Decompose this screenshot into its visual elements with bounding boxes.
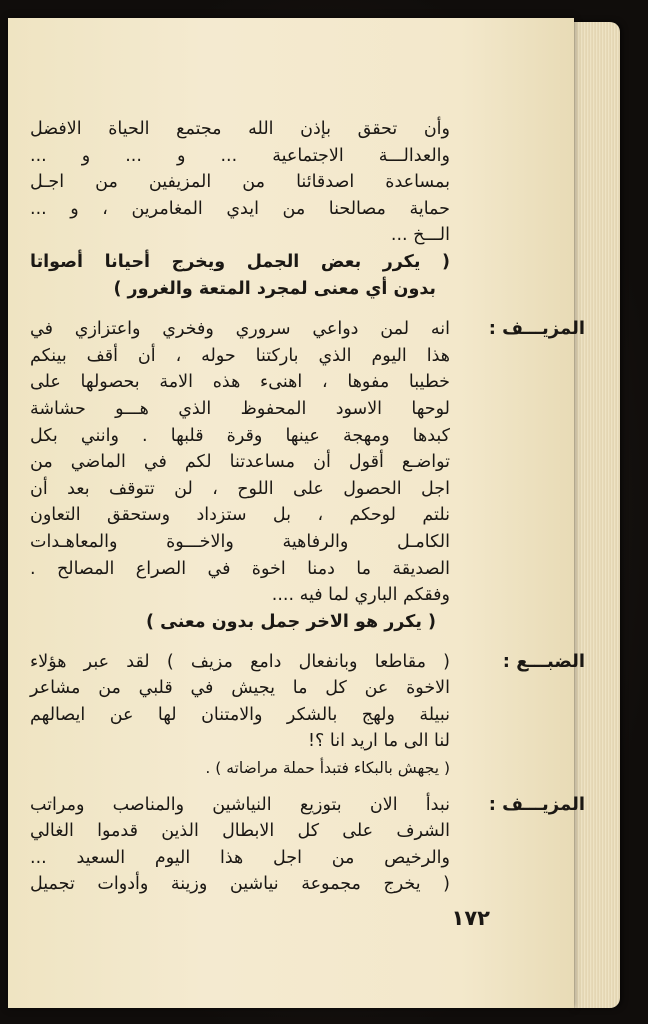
speech-line: لنا الى ما اريد انا ؟! <box>308 731 450 752</box>
speech-line: الاخوة عن كل ما يجيش في قلبي من مشاعر <box>30 678 450 699</box>
page-text <box>30 116 585 898</box>
speech-block-3 <box>30 792 585 898</box>
speech-line: والرخيص من اجل هذا اليوم السعيد ... <box>30 847 450 868</box>
speech-line: انه لمن دواعي سروري وفخري واعتزازي في <box>30 319 450 340</box>
speaker-name: الضبـــع : <box>502 650 585 672</box>
page-edges <box>572 22 620 1008</box>
text-line: حماية مصالحنا من ايدي المغامرين ، و ... <box>30 198 450 219</box>
text-line: الـــخ ... <box>390 225 450 246</box>
speech-line: الشرف على كل الابطال الذين قدموا الغالي <box>30 821 450 842</box>
speech-line: لوحها الاسود المحفوظ الذي هـــو حشاشة <box>30 398 450 419</box>
speech-line: وفقكم الباري لما فيه .... <box>271 585 450 606</box>
stage-inline: ( يجهش بالبكاء فتبدأ حملة مراضاته ) . <box>205 759 450 778</box>
stage-line: ( يكرر بعض الجمل ويخرج أحيانا أصواتا <box>30 251 450 272</box>
text-line: وأن تحقق بإذن الله مجتمع الحياة الافضل <box>30 119 450 139</box>
speech-line: ( يخرج مجموعة نياشين وزينة وأدوات تجميل <box>30 874 450 895</box>
speech-line: تواضـع أقول أن مساعدتنا لكم في الماضي من <box>30 452 450 473</box>
speech-line: هذا اليوم الذي باركتنا حوله ، أن أقف بينكم <box>30 345 450 366</box>
speech-line: ( مقاطعا وبانفعال دامع مزيف ) لقد عبر هؤلاء <box>30 651 450 672</box>
page-number: ١٧٢ <box>451 906 490 930</box>
speech-line: الصديقة ما دمنا اخوة في الصراع المصالح . <box>30 558 450 579</box>
speech-line: نبدأ الان بتوزيع النياشين والمناصب ومراتب <box>30 794 450 815</box>
speech-line: نلتم لوحكم ، بل ستزداد وستحقق التعاون <box>30 505 450 526</box>
speaker-name: المزيـــف : <box>488 318 585 340</box>
speech-line: خطيبا مفوها ، اهنىء هذه الامة بحصولها على <box>30 372 450 393</box>
stage-direction-2: ( يكرر هو الاخر جمل بدون معنى ) <box>145 611 436 632</box>
stage-direction-1 <box>30 249 450 302</box>
speech-line: اجل الحصول على اللوح ، لن تتوقف بعد أن <box>30 478 450 499</box>
stage-line: بدون أي معنى لمجرد المتعة والغرور ) <box>113 278 436 299</box>
speech-line: كبدها ومهجة عينها وقرة قلبها . وانني بكل <box>30 425 450 446</box>
speech-line: نبيلة ولهج بالشكر والامتنان لها عن ايصالهم <box>30 704 450 725</box>
speech-block-1 <box>30 316 585 609</box>
speaker-name: المزيـــف : <box>488 793 585 815</box>
intro-paragraph <box>30 116 450 249</box>
text-line: بمساعدة اصدقائنا من المزيفين من اجـل <box>30 172 450 193</box>
speech-line: الكامـل والرفاهية والاخـــوة والمعاهـدات <box>30 531 450 552</box>
speech-block-2 <box>30 649 585 782</box>
text-line: والعدالـــة الاجتماعية ... و ... و ... <box>30 145 450 166</box>
